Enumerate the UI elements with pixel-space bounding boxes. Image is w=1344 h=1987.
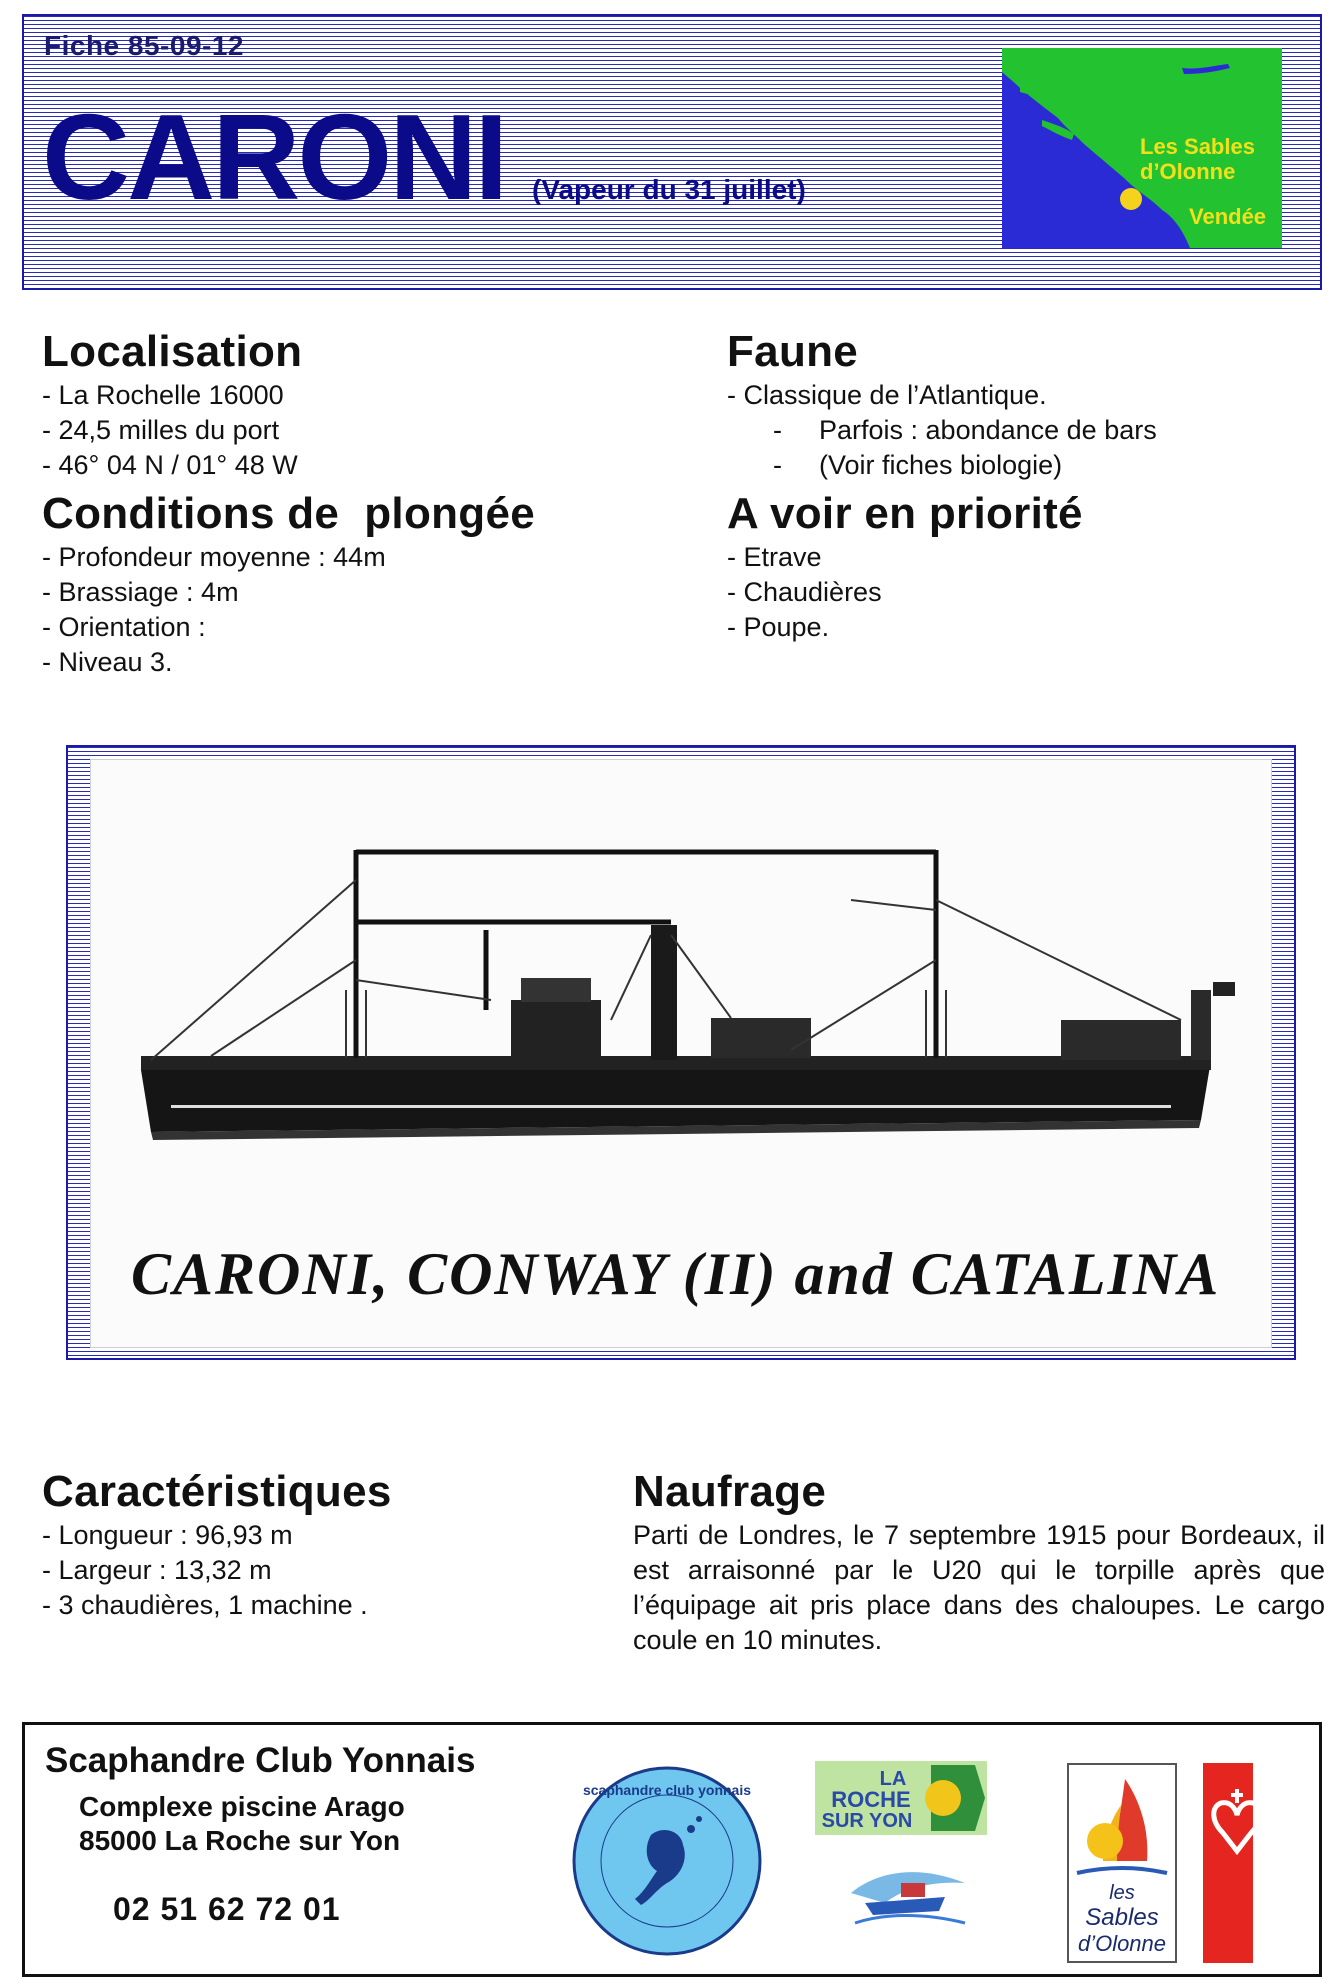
location-dot-icon (1120, 188, 1142, 210)
conditions-heading: Conditions de plongée (42, 489, 536, 538)
conditions-item: - Orientation : (42, 612, 206, 642)
caracteristiques-section (42, 1466, 392, 1623)
localisation-heading: Localisation (42, 327, 303, 376)
localisation-item: - La Rochelle 16000 (42, 380, 284, 410)
faune-subitem (727, 448, 1157, 483)
club-address-line2: 85000 La Roche sur Yon (79, 1825, 401, 1856)
roche-logo-line2: ROCHE (831, 1787, 911, 1812)
faune-subitem-text: Parfois : abondance de bars (819, 415, 1157, 445)
a-voir-item: - Chaudières (727, 577, 882, 607)
faune-subitem-dash: - (773, 415, 782, 445)
caracteristiques-item: - 3 chaudières, 1 machine . (42, 1590, 368, 1620)
sables-logo-line2: Sables (1085, 1904, 1159, 1931)
map-region-label: Vendée (1189, 204, 1267, 229)
a-voir-heading: A voir en priorité (727, 489, 1083, 538)
naufrage-text: Parti de Londres, le 7 septembre 1915 pour Bordeaux, il est arraisonné par le U20 qui le torpille après que l’équipage ait pris place dans des chaloupes. Le cargo coule en 10 minutes. (633, 1520, 1325, 1655)
club-phone: 02 51 62 72 01 (113, 1891, 341, 1927)
localisation-item: - 46° 04 N / 01° 48 W (42, 450, 298, 480)
roche-logo-line3: SUR YON (821, 1810, 913, 1832)
conditions-item: - Niveau 3. (42, 647, 173, 677)
caracteristiques-item: - Largeur : 13,32 m (42, 1555, 272, 1585)
club-logo-text: scaphandre club yonnais (582, 1782, 752, 1798)
caracteristiques-heading: Caractéristiques (42, 1467, 392, 1516)
faune-intro: - Classique de l’Atlantique. (727, 380, 1047, 410)
sables-olonne-logo-icon (1067, 1763, 1177, 1963)
map-town-label: Les Sables d’Olonne (1140, 134, 1255, 185)
conditions-section (42, 488, 535, 680)
club-address-line1: Complexe piscine Arago (79, 1791, 405, 1822)
roche-logo-line1: LA (879, 1768, 907, 1790)
page-title: CARONI (42, 89, 506, 225)
localisation-section (42, 326, 302, 483)
naufrage-heading: Naufrage (633, 1467, 827, 1516)
a-voir-item: - Etrave (727, 542, 822, 572)
ocean-logo-icon (845, 1853, 975, 1949)
ship-photo (90, 759, 1272, 1348)
localisation-item: - 24,5 milles du port (42, 415, 280, 445)
sables-logo-line1: les (1109, 1882, 1135, 1904)
club-name: Scaphandre Club Yonnais (45, 1741, 476, 1780)
faune-section (727, 326, 1157, 483)
faune-heading: Faune (727, 327, 859, 376)
sables-logo-line3: d’Olonne (1077, 1931, 1167, 1956)
roche-sur-yon-logo-icon (815, 1761, 987, 1835)
caracteristiques-item: - Longueur : 96,93 m (42, 1520, 293, 1550)
location-map (1002, 48, 1282, 248)
footer-box (22, 1722, 1322, 1977)
page-subtitle: (Vapeur du 31 juillet) (532, 174, 806, 205)
ship-photo-frame (66, 745, 1296, 1360)
club-logo-icon (571, 1765, 763, 1957)
naufrage-section (633, 1466, 1325, 1658)
header-banner (22, 14, 1322, 290)
photo-caption: CARONI, CONWAY (II) and CATALINA (131, 1241, 1221, 1307)
conditions-item: - Brassiage : 4m (42, 577, 239, 607)
faune-subitem-dash: - (773, 450, 782, 480)
faune-subitem (727, 413, 1157, 448)
fiche-number: Fiche 85-09-12 (44, 30, 244, 61)
a-voir-section (727, 488, 1083, 645)
conditions-item: - Profondeur moyenne : 44m (42, 542, 386, 572)
faune-subitem-text: (Voir fiches biologie) (819, 450, 1063, 480)
vendee-heart-icon (1203, 1763, 1283, 1963)
a-voir-item: - Poupe. (727, 612, 830, 642)
